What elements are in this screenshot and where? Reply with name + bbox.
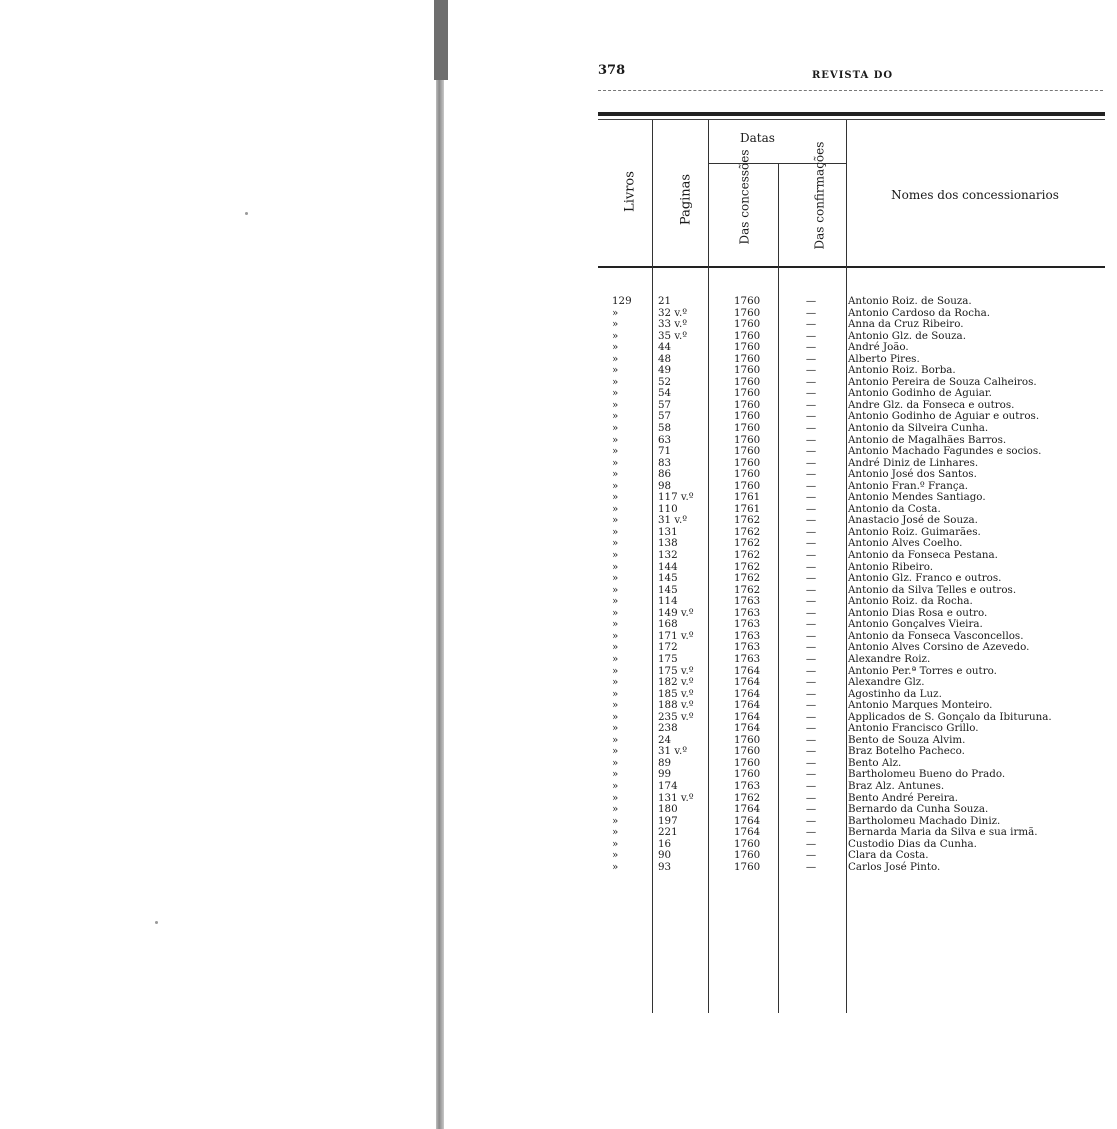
cell-confirmacao: — [805, 849, 817, 862]
cell-confirmacao: — [805, 768, 817, 781]
cell-nome: Bartholomeu Bueno do Prado. [848, 768, 1006, 781]
cell-nome: Antonio Machado Fagundes e socios. [848, 445, 1042, 458]
cell-pagina: 24 [658, 733, 672, 746]
header-confirmacoes: Das confirmações [812, 141, 827, 250]
cell-confirmacao: — [805, 722, 817, 735]
cell-livro: » [612, 502, 619, 515]
cell-concessao: 1763 [734, 629, 761, 642]
cell-concessao: 1760 [734, 745, 761, 758]
cell-livro: » [612, 479, 619, 492]
cell-concessao: 1764 [734, 699, 761, 712]
header-paginas: Paginas [678, 173, 694, 226]
cell-livro: » [612, 364, 619, 377]
cell-nome: Applicados de S. Gonçalo da Ibituruna. [848, 710, 1052, 723]
cell-nome: Alexandre Glz. [848, 676, 925, 689]
cell-confirmacao: — [805, 860, 817, 873]
cell-confirmacao: — [805, 560, 817, 573]
cell-confirmacao: — [805, 375, 817, 388]
header-livros: Livros [622, 171, 638, 212]
cell-pagina: 114 [658, 595, 678, 608]
cell-nome: Antonio Alves Corsino de Azevedo. [848, 641, 1030, 654]
cell-pagina: 16 [658, 837, 672, 850]
cell-nome: Antonio Alves Coelho. [848, 537, 963, 550]
cell-livro: » [612, 514, 619, 527]
cell-nome: Antonio Gonçalves Vieira. [848, 618, 983, 631]
page-number: 378 [598, 63, 626, 78]
cell-livro: » [612, 491, 619, 504]
cell-concessao: 1763 [734, 606, 761, 619]
cell-concessao: 1760 [734, 849, 761, 862]
cell-nome: Antonio Marques Monteiro. [848, 699, 993, 712]
cell-concessao: 1760 [734, 398, 761, 411]
cell-concessao: 1762 [734, 572, 761, 585]
cell-confirmacao: — [805, 629, 817, 642]
cell-livro: » [612, 860, 619, 873]
cell-pagina: 32 v.º [658, 306, 688, 319]
cell-livro: » [612, 468, 619, 481]
cell-livro: » [612, 849, 619, 862]
cell-nome: Bento de Souza Alvim. [848, 733, 966, 746]
cell-pagina: 93 [658, 860, 672, 873]
cell-nome: Bartholomeu Machado Diniz. [848, 814, 1001, 827]
cell-concessao: 1763 [734, 779, 761, 792]
cell-confirmacao: — [805, 341, 817, 354]
cell-concessao: 1764 [734, 687, 761, 700]
cell-livro: » [612, 398, 619, 411]
cell-concessao: 1761 [734, 502, 761, 515]
cell-concessao: 1760 [734, 468, 761, 481]
cell-pagina: 98 [658, 479, 672, 492]
cell-livro: » [612, 803, 619, 816]
cell-pagina: 171 v.º [658, 629, 694, 642]
cell-confirmacao: — [805, 318, 817, 331]
cell-livro: » [612, 537, 619, 550]
cell-concessao: 1760 [734, 410, 761, 423]
cell-concessao: 1760 [734, 479, 761, 492]
cell-confirmacao: — [805, 329, 817, 342]
gutter-shadow [434, 0, 448, 80]
cell-concessao: 1763 [734, 641, 761, 654]
cell-pagina: 145 [658, 583, 678, 596]
cell-confirmacao: — [805, 295, 817, 307]
table-top-rule-thin [598, 119, 1105, 120]
cell-livro: » [612, 699, 619, 712]
cell-pagina: 99 [658, 768, 672, 781]
cell-livro: » [612, 606, 619, 619]
cell-nome: Braz Alz. Antunes. [848, 779, 945, 792]
cell-livro: » [612, 756, 619, 769]
cell-pagina: 188 v.º [658, 699, 694, 712]
cell-pagina: 52 [658, 375, 672, 388]
cell-concessao: 1764 [734, 664, 761, 677]
cell-concessao: 1764 [734, 814, 761, 827]
cell-nome: Antonio Francisco Grillo. [848, 722, 979, 735]
cell-pagina: 197 [658, 814, 678, 827]
running-head: REVISTA DO [812, 70, 894, 81]
cell-livro: » [612, 779, 619, 792]
cell-livro: » [612, 629, 619, 642]
cell-pagina: 21 [658, 295, 672, 307]
cell-concessao: 1764 [734, 826, 761, 839]
cell-pagina: 44 [658, 341, 672, 354]
cell-concessao: 1760 [734, 306, 761, 319]
cell-confirmacao: — [805, 618, 817, 631]
cell-livro: » [612, 837, 619, 850]
cell-pagina: 175 [658, 652, 678, 665]
cell-confirmacao: — [805, 433, 817, 446]
cell-confirmacao: — [805, 664, 817, 677]
cell-nome: Antonio Roiz. Guimarães. [848, 525, 981, 538]
cell-confirmacao: — [805, 595, 817, 608]
cell-nome: Alberto Pires. [848, 352, 920, 365]
column-divider [708, 120, 709, 1013]
column-divider [778, 164, 779, 1013]
cell-pagina: 90 [658, 849, 672, 862]
cell-concessao: 1761 [734, 491, 761, 504]
cell-confirmacao: — [805, 699, 817, 712]
cell-pagina: 89 [658, 756, 672, 769]
cell-concessao: 1760 [734, 387, 761, 400]
cell-pagina: 48 [658, 352, 672, 365]
cell-livro: » [612, 814, 619, 827]
cell-pagina: 110 [658, 502, 678, 515]
cell-pagina: 131 [658, 525, 678, 538]
cell-confirmacao: — [805, 410, 817, 423]
cell-pagina: 132 [658, 549, 678, 562]
cell-confirmacao: — [805, 814, 817, 827]
cell-nome: Antonio Roiz. da Rocha. [848, 595, 973, 608]
cell-livro: » [612, 583, 619, 596]
cell-livro: » [612, 410, 619, 423]
cell-confirmacao: — [805, 422, 817, 435]
cell-concessao: 1762 [734, 791, 761, 804]
cell-confirmacao: — [805, 398, 817, 411]
cell-concessao: 1762 [734, 583, 761, 596]
cell-nome: Antonio Glz. Franco e outros. [848, 572, 1002, 585]
cell-livro: » [612, 445, 619, 458]
cell-concessao: 1763 [734, 618, 761, 631]
cell-confirmacao: — [805, 456, 817, 469]
column-divider [846, 120, 847, 1013]
cell-pagina: 144 [658, 560, 678, 573]
cell-nome: Antonio José dos Santos. [848, 468, 977, 481]
cell-nome: Andre Glz. da Fonseca e outros. [848, 398, 1015, 411]
cell-livro: » [612, 595, 619, 608]
cell-concessao: 1760 [734, 445, 761, 458]
cell-pagina: 71 [658, 445, 672, 458]
cell-livro: » [612, 641, 619, 654]
cell-confirmacao: — [805, 606, 817, 619]
cell-nome: Antonio Roiz. de Souza. [848, 295, 972, 307]
cell-livro: » [612, 560, 619, 573]
cell-concessao: 1764 [734, 722, 761, 735]
cell-livro: » [612, 733, 619, 746]
cell-concessao: 1760 [734, 433, 761, 446]
cell-nome: Antonio da Fonseca Pestana. [848, 549, 998, 562]
cell-concessao: 1760 [734, 756, 761, 769]
cell-livro: » [612, 375, 619, 388]
cell-nome: Bernarda Maria da Silva e sua irmã. [848, 826, 1038, 839]
cell-confirmacao: — [805, 676, 817, 689]
cell-nome: Antonio Godinho de Aguiar e outros. [848, 410, 1040, 423]
cell-confirmacao: — [805, 445, 817, 458]
cell-confirmacao: — [805, 791, 817, 804]
cell-livro: » [612, 710, 619, 723]
cell-concessao: 1760 [734, 329, 761, 342]
cell-livro: » [612, 306, 619, 319]
cell-concessao: 1760 [734, 318, 761, 331]
cell-confirmacao: — [805, 687, 817, 700]
cell-concessao: 1762 [734, 560, 761, 573]
cell-nome: Antonio da Costa. [848, 502, 941, 515]
cell-pagina: 86 [658, 468, 672, 481]
cell-concessao: 1760 [734, 422, 761, 435]
cell-concessao: 1762 [734, 514, 761, 527]
cell-nome: Bento Alz. [848, 756, 902, 769]
cell-nome: Clara da Costa. [848, 849, 929, 862]
cell-nome: Carlos José Pinto. [848, 860, 941, 873]
cell-concessao: 1760 [734, 295, 761, 307]
cell-concessao: 1760 [734, 375, 761, 388]
cell-pagina: 138 [658, 537, 678, 550]
cell-confirmacao: — [805, 479, 817, 492]
page-gutter [436, 0, 444, 1129]
cell-nome: Antonio Godinho de Aguiar. [848, 387, 992, 400]
cell-concessao: 1760 [734, 341, 761, 354]
cell-livro: » [612, 329, 619, 342]
cell-confirmacao: — [805, 549, 817, 562]
cell-confirmacao: — [805, 745, 817, 758]
cell-concessao: 1760 [734, 860, 761, 873]
cell-nome: Alexandre Roiz. [848, 652, 931, 665]
cell-nome: Antonio Roiz. Borba. [848, 364, 956, 377]
cell-confirmacao: — [805, 710, 817, 723]
cell-confirmacao: — [805, 826, 817, 839]
cell-pagina: 63 [658, 433, 672, 446]
column-divider [652, 120, 653, 1013]
cell-nome: Anna da Cruz Ribeiro. [848, 318, 964, 331]
cell-pagina: 83 [658, 456, 672, 469]
cell-nome: Antonio de Magalhães Barros. [848, 433, 1007, 446]
cell-pagina: 238 [658, 722, 678, 735]
cell-nome: Antonio Glz. de Souza. [848, 329, 966, 342]
cell-pagina: 57 [658, 398, 672, 411]
cell-confirmacao: — [805, 779, 817, 792]
cell-livro: » [612, 687, 619, 700]
cell-pagina: 145 [658, 572, 678, 585]
cell-livro: » [612, 456, 619, 469]
cell-nome: Antonio Cardoso da Rocha. [848, 306, 991, 319]
cell-pagina: 49 [658, 364, 672, 377]
cell-pagina: 172 [658, 641, 678, 654]
cell-livro: » [612, 549, 619, 562]
cell-nome: Bento André Pereira. [848, 791, 959, 804]
cell-confirmacao: — [805, 756, 817, 769]
cell-concessao: 1760 [734, 733, 761, 746]
cell-livro: » [612, 618, 619, 631]
cell-pagina: 175 v.º [658, 664, 694, 677]
cell-concessao: 1760 [734, 768, 761, 781]
cell-livro: » [612, 318, 619, 331]
cell-pagina: 185 v.º [658, 687, 694, 700]
cell-concessao: 1764 [734, 803, 761, 816]
cell-concessao: 1764 [734, 676, 761, 689]
cell-pagina: 174 [658, 779, 678, 792]
cell-pagina: 131 v.º [658, 791, 694, 804]
cell-confirmacao: — [805, 733, 817, 746]
header-concessoes: Das concessões [737, 149, 752, 245]
cell-pagina: 33 v.º [658, 318, 688, 331]
cell-confirmacao: — [805, 537, 817, 550]
cell-nome: Antonio Ribeiro. [848, 560, 934, 573]
cell-livro: » [612, 387, 619, 400]
cell-confirmacao: — [805, 468, 817, 481]
cell-pagina: 180 [658, 803, 678, 816]
cell-livro: 129 [612, 295, 632, 307]
cell-nome: Antonio Dias Rosa e outro. [848, 606, 988, 619]
cell-concessao: 1763 [734, 652, 761, 665]
cell-confirmacao: — [805, 583, 817, 596]
cell-livro: » [612, 525, 619, 538]
cell-pagina: 168 [658, 618, 678, 631]
table-top-rule [598, 112, 1105, 116]
cell-pagina: 221 [658, 826, 678, 839]
cell-nome: Antonio da Fonseca Vasconcellos. [848, 629, 1024, 642]
cell-nome: Antonio da Silva Telles e outros. [848, 583, 1017, 596]
cell-nome: Bernardo da Cunha Souza. [848, 803, 989, 816]
cell-concessao: 1764 [734, 710, 761, 723]
cell-livro: » [612, 341, 619, 354]
cell-concessao: 1762 [734, 537, 761, 550]
cell-livro: » [612, 768, 619, 781]
cell-nome: Antonio Pereira de Souza Calheiros. [848, 375, 1037, 388]
cell-pagina: 57 [658, 410, 672, 423]
header-nomes: Nomes dos concessionarios [891, 188, 1059, 202]
table-header-rule [598, 266, 1105, 268]
cell-confirmacao: — [805, 641, 817, 654]
cell-nome: Antonio Fran.º França. [848, 479, 969, 492]
cell-pagina: 54 [658, 387, 672, 400]
cell-nome: Anastacio José de Souza. [848, 514, 978, 527]
cell-livro: » [612, 422, 619, 435]
cell-confirmacao: — [805, 514, 817, 527]
cell-nome: Braz Botelho Pacheco. [848, 745, 965, 758]
cell-nome: Agostinho da Luz. [848, 687, 942, 700]
cell-nome: Antonio da Silveira Cunha. [848, 422, 989, 435]
cell-concessao: 1760 [734, 364, 761, 377]
cell-concessao: 1760 [734, 837, 761, 850]
cell-confirmacao: — [805, 525, 817, 538]
cell-livro: » [612, 826, 619, 839]
scan-speck [245, 212, 248, 215]
cell-pagina: 235 v.º [658, 710, 694, 723]
cell-nome: Antonio Per.ª Torres e outro. [848, 664, 997, 677]
cell-nome: André João. [848, 341, 909, 354]
cell-concessao: 1760 [734, 352, 761, 365]
cell-confirmacao: — [805, 502, 817, 515]
cell-confirmacao: — [805, 491, 817, 504]
cell-confirmacao: — [805, 572, 817, 585]
cell-concessao: 1762 [734, 525, 761, 538]
cell-confirmacao: — [805, 364, 817, 377]
cell-concessao: 1760 [734, 456, 761, 469]
cell-pagina: 117 v.º [658, 491, 694, 504]
cell-pagina: 31 v.º [658, 514, 688, 527]
cell-nome: Antonio Mendes Santiago. [848, 491, 986, 504]
cell-livro: » [612, 664, 619, 677]
cell-confirmacao: — [805, 352, 817, 365]
cell-pagina: 31 v.º [658, 745, 688, 758]
cell-nome: Custodio Dias da Cunha. [848, 837, 977, 850]
cell-confirmacao: — [805, 803, 817, 816]
cell-livro: » [612, 352, 619, 365]
cell-confirmacao: — [805, 837, 817, 850]
cell-livro: » [612, 652, 619, 665]
header-rule [598, 90, 1103, 91]
cell-livro: » [612, 745, 619, 758]
cell-pagina: 58 [658, 422, 672, 435]
cell-confirmacao: — [805, 652, 817, 665]
cell-nome: André Diniz de Linhares. [848, 456, 979, 469]
cell-livro: » [612, 722, 619, 735]
cell-pagina: 182 v.º [658, 676, 694, 689]
scan-speck [155, 921, 158, 924]
cell-concessao: 1763 [734, 595, 761, 608]
cell-pagina: 149 v.º [658, 606, 694, 619]
cell-livro: » [612, 676, 619, 689]
header-datas: Datas [740, 131, 775, 145]
cell-concessao: 1762 [734, 549, 761, 562]
cell-livro: » [612, 572, 619, 585]
cell-livro: » [612, 433, 619, 446]
cell-confirmacao: — [805, 387, 817, 400]
cell-confirmacao: — [805, 306, 817, 319]
cell-pagina: 35 v.º [658, 329, 688, 342]
cell-livro: » [612, 791, 619, 804]
